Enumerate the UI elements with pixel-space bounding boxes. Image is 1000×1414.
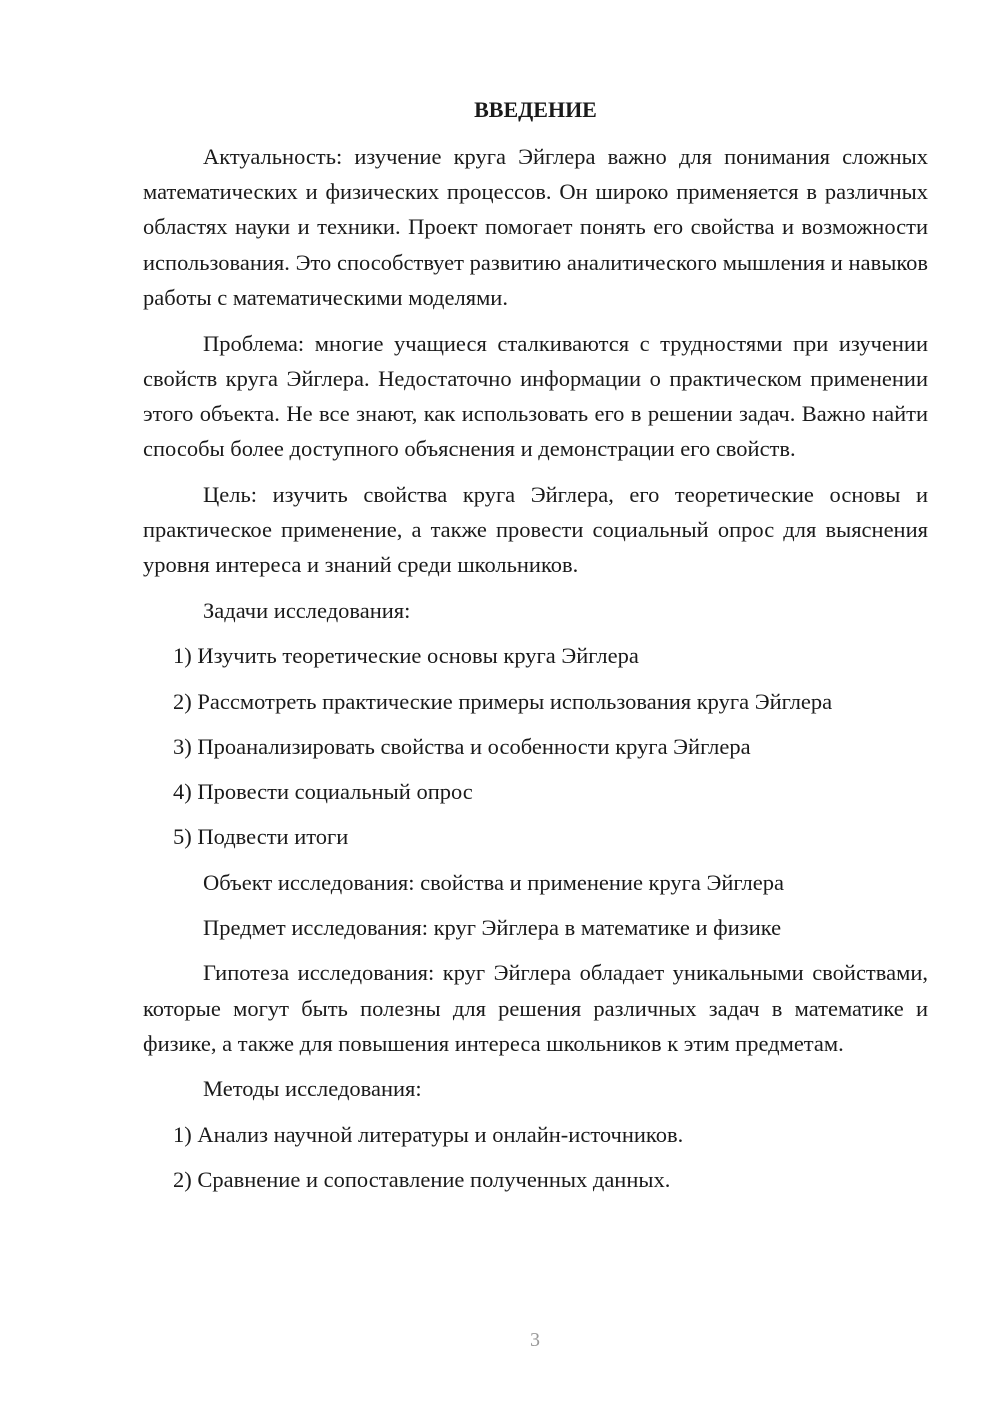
tasks-list: [143, 638, 928, 854]
page-number: 3: [530, 1329, 540, 1351]
methods-heading: Методы исследования:: [203, 1076, 422, 1102]
task-item: 1) Изучить теоретические основы круга Эйглера: [173, 643, 639, 669]
task-item: 2) Рассмотреть практические примеры использования круга Эйглера: [173, 688, 833, 714]
methods-list: [143, 1117, 928, 1197]
task-item: 4) Провести социальный опрос: [173, 779, 473, 805]
task-item: 5) Подвести итоги: [173, 824, 349, 850]
hypothesis-paragraph: Гипотеза исследования: круг Эйглера обладает уникальными свойствами, которые могут быть полезны для решения различных задач в математике и физике, а также для повышения интереса школьников к этим предметам.: [143, 960, 928, 1056]
subject-line: Предмет исследования: круг Эйглера в математике и физике: [203, 915, 782, 941]
task-item: 3) Проанализировать свойства и особенности круга Эйглера: [173, 733, 751, 759]
section-title: ВВЕДЕНИЕ: [474, 97, 597, 122]
method-item: 1) Анализ научной литературы и онлайн-источников.: [173, 1121, 684, 1147]
problem-paragraph: Проблема: многие учащиеся сталкиваются с трудностями при изучении свойств круга Эйглера. Недостаточно информации о практическом применении этого объекта. Не все знают, как использовать его в решении задач. Важно найти способы более доступного объяснения и демонстрации его свойств.: [143, 330, 928, 462]
relevance-paragraph: Актуальность: изучение круга Эйглера важно для понимания сложных математических и физических процессов. Он широко применяется в различных областях науки и техники. Проект помогает понять его свойства и возможности использования. Это способствует развитию аналитического мышления и навыков работы с математическими моделями.: [143, 144, 928, 310]
document-page: [143, 92, 928, 1207]
goal-paragraph: Цель: изучить свойства круга Эйглера, его теоретические основы и практическое применение, а также провести социальный опрос для выяснения уровня интереса и знаний среди школьников.: [143, 481, 928, 578]
method-item: 2) Сравнение и сопоставление полученных данных.: [173, 1167, 671, 1193]
tasks-heading: Задачи исследования:: [203, 597, 411, 623]
object-line: Объект исследования: свойства и применение круга Эйглера: [203, 869, 784, 895]
